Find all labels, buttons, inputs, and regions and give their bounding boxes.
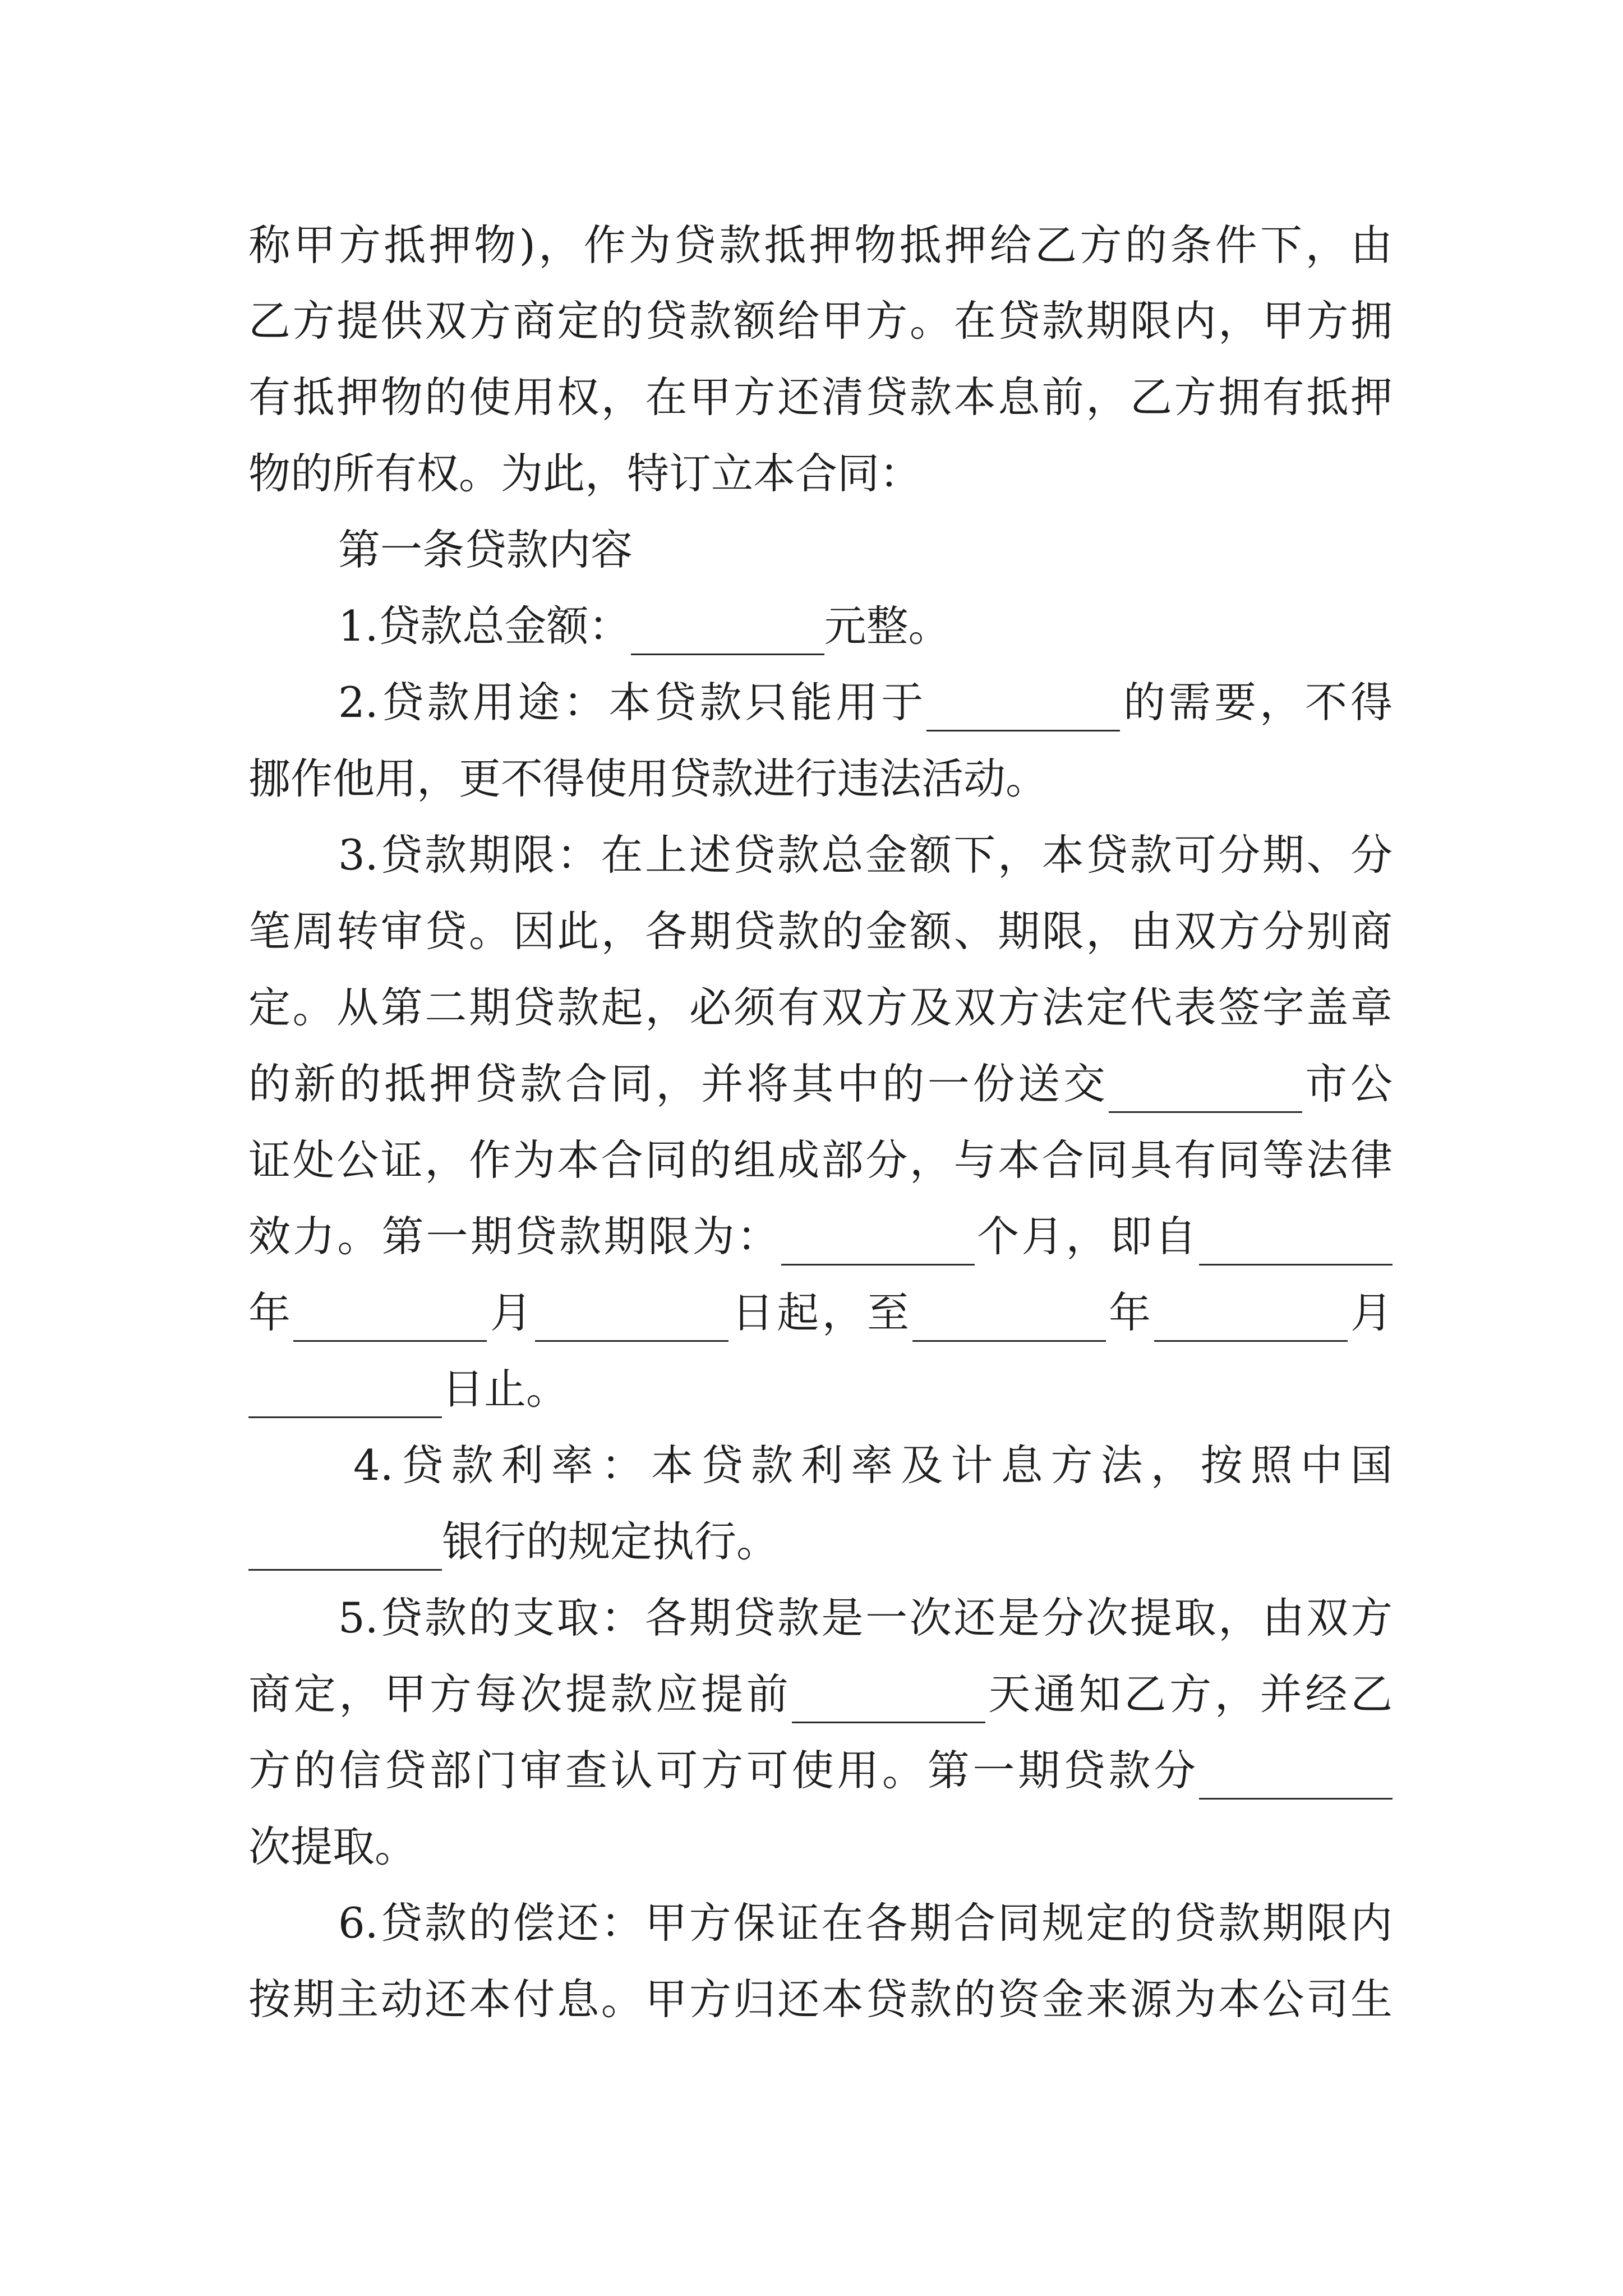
fill-in-blank	[792, 1665, 985, 1723]
item-3-text-7b: 月	[487, 1288, 536, 1337]
fill-in-blank	[912, 1283, 1106, 1342]
item-2-text-b: 的需要，不得	[1120, 678, 1393, 727]
item-3-text-7d: 年	[1105, 1288, 1154, 1337]
item-5-line-4: 次提取。	[248, 1822, 417, 1871]
item-2-line-2: 挪作他用，更不得使用贷款进行违法活动。	[248, 754, 1048, 803]
fill-in-blank	[1154, 1283, 1348, 1342]
text-line: 有抵押物的使用权，在甲方还清贷款本息前，乙方拥有抵押	[248, 372, 1393, 422]
item-3-text-4a: 的新的抵押贷款合同，并将其中的一份送交	[248, 1059, 1109, 1108]
item-3-text-7a: 年	[248, 1288, 294, 1337]
item-3-line-8	[248, 1360, 1393, 1418]
item-2-line-1	[338, 673, 1393, 731]
item-3-line-2: 笔周转审贷。因此，各期贷款的金额、期限，由双方分别商	[248, 907, 1393, 956]
text-line: 称甲方抵押物)，作为贷款抵押物抵押给乙方的条件下，由	[248, 220, 1393, 270]
item-4-text-2: 银行的规定执行。	[442, 1517, 779, 1566]
item-5-line-1: 5.贷款的支取：各期贷款是一次还是分次提取，由双方	[338, 1593, 1393, 1642]
item-5-text-2a: 商定，甲方每次提款应提前	[248, 1669, 792, 1719]
item-3-text-6b: 个月，即自	[974, 1212, 1199, 1261]
fill-in-blank	[248, 1512, 442, 1571]
item-5-text-3: 方的信贷部门审查认可方可使用。第一期贷款分	[248, 1746, 1199, 1795]
item-6-line-1: 6.贷款的偿还：甲方保证在各期合同规定的贷款期限内	[338, 1898, 1393, 1948]
item-3-text-6a: 效力。第一期贷款期限为：	[248, 1212, 781, 1261]
item-4-line-2	[248, 1512, 1393, 1571]
fill-in-blank	[926, 673, 1120, 731]
fill-in-blank	[1199, 1741, 1393, 1800]
item-4-line-1: 4.贷款利率：本贷款利率及计息方法，按照中国	[353, 1441, 1393, 1490]
text-line: 物的所有权。为此，特订立本合同：	[248, 449, 922, 498]
item-2-text-a: 2.贷款用途：本贷款只能用于	[338, 678, 927, 727]
item-3-text-7e: 月	[1347, 1288, 1393, 1337]
fill-in-blank	[1199, 1207, 1393, 1266]
fill-in-blank	[631, 597, 824, 655]
item-3-line-1: 3.贷款期限：在上述贷款总金额下，本贷款可分期、分	[338, 830, 1393, 880]
item-1-line	[338, 597, 1393, 655]
item-5-text-2b: 天通知乙方，并经乙	[985, 1669, 1393, 1719]
item-3-text-8: 日止。	[442, 1364, 569, 1414]
item-5-line-2	[248, 1665, 1393, 1723]
item-3-line-7	[248, 1283, 1393, 1342]
fill-in-blank	[293, 1283, 487, 1342]
item-5-line-3	[248, 1741, 1393, 1800]
item-3-line-6	[248, 1207, 1393, 1266]
item-6-line-2: 按期主动还本付息。甲方归还本贷款的资金来源为本公司生	[248, 1975, 1393, 2024]
item-3-line-4	[248, 1055, 1393, 1113]
fill-in-blank	[535, 1283, 728, 1342]
fill-in-blank	[1109, 1055, 1302, 1113]
fill-in-blank	[248, 1360, 442, 1418]
item-1-text-b: 元整。	[824, 601, 951, 651]
article-heading: 第一条贷款内容	[338, 525, 633, 574]
item-1-text-a: 1.贷款总金额：	[338, 601, 631, 651]
text-line: 乙方提供双方商定的贷款额给甲方。在贷款期限内，甲方拥	[248, 296, 1393, 346]
item-3-text-7c: 日起，至	[728, 1288, 912, 1337]
item-3-line-5: 证处公证，作为本合同的组成部分，与本合同具有同等法律	[248, 1135, 1393, 1185]
item-3-text-4b: 市公	[1302, 1059, 1393, 1108]
item-3-line-3: 定。从第二期贷款起，必须有双方及双方法定代表签字盖章	[248, 983, 1393, 1032]
fill-in-blank	[781, 1207, 975, 1266]
